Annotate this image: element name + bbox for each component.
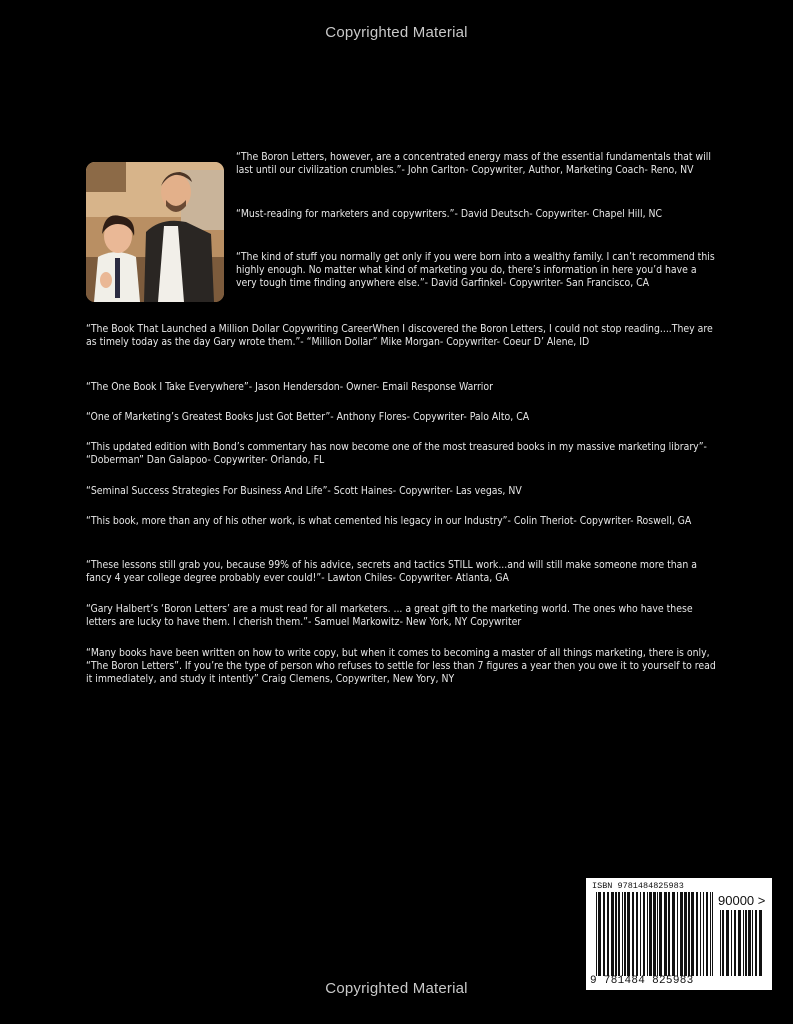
isbn-label: ISBN 9781484825983 [592, 881, 684, 891]
testimonial-quote: “The Book That Launched a Million Dollar Copywriting CareerWhen I discovered the Boron Letters, I could not stop reading....They are as timely today as the day Gary wrote them.”- “Million Dollar” Mike Morgan- Copywriter- Coeur D’ Alene, ID [86, 323, 713, 349]
testimonial-quote: “These lessons still grab you, because 99% of his advice, secrets and tactics STILL work...and will still make someone more than a fancy 4 year college degree probably ever could!”- Lawton Chiles- Copywriter- Atlanta, GA [86, 559, 698, 585]
isbn-barcode [586, 878, 772, 990]
testimonial-quote: “Gary Halbert’s ‘Boron Letters’ are a must read for all marketers. ... a great gift to the marketing world. The ones who have these letters are lucky to have them. I cherish them.”- Samuel Markowitz- New York, NY Copywriter [86, 603, 693, 629]
testimonial-quote: “Must-reading for marketers and copywriters.”- David Deutsch- Copywriter- Chapel Hill, NC [236, 208, 663, 220]
price-code: 90000 > [718, 893, 766, 908]
testimonial-quote: “The One Book I Take Everywhere”- Jason Hendersdon- Owner- Email Response Warrior [86, 381, 493, 393]
testimonial-quote: “The kind of stuff you normally get only if you were born into a wealthy family. I can’t recommend this highly enough. No matter what kind of marketing you do, there’s information in here you’d have a very tough time finding anywhere else.”- David Garfinkel- Copywriter- San Francisco, CA [236, 251, 715, 290]
testimonial-quote: “Many books have been written on how to write copy, but when it comes to becoming a master of all things marketing, there is only, “The Boron Letters”. If you’re the type of person who refuses to settle for less than 7 figures a year then you owe it to yourself to read it immediately, and study it intently” Craig Clemens, Copywriter, New Yory, NY [86, 647, 716, 686]
testimonial-quote: “One of Marketing’s Greatest Books Just Got Better”- Anthony Flores- Copywriter- Palo Alto, CA [86, 411, 530, 423]
barcode-main-icon [596, 892, 716, 976]
author-photo-icon [86, 162, 224, 302]
testimonial-quote: “Seminal Success Strategies For Business And Life”- Scott Haines- Copywriter- Las vegas, NV [86, 485, 522, 497]
testimonial-quote: “The Boron Letters, however, are a concentrated energy mass of the essential fundamentals that will last until our civilization crumbles.”- John Carlton- Copywriter, Author, Marketing Coach- Reno, NV [236, 151, 711, 177]
author-photo [86, 162, 224, 302]
testimonial-quote: “This book, more than any of his other work, is what cemented his legacy in our Industry”- Colin Theriot- Copywriter- Roswell, GA [86, 515, 692, 527]
copyright-watermark-top: Copyrighted Material [325, 24, 468, 41]
barcode-addon-icon [720, 910, 766, 976]
copyright-watermark-bottom: Copyrighted Material [325, 980, 468, 997]
testimonial-quote: “This updated edition with Bond’s commentary has now become one of the most treasured books in my massive marketing library”- “Doberman” Dan Galapoo- Copywriter- Orlando, FL [86, 441, 707, 467]
ean-digits: 9 781484 825983 [590, 975, 694, 987]
